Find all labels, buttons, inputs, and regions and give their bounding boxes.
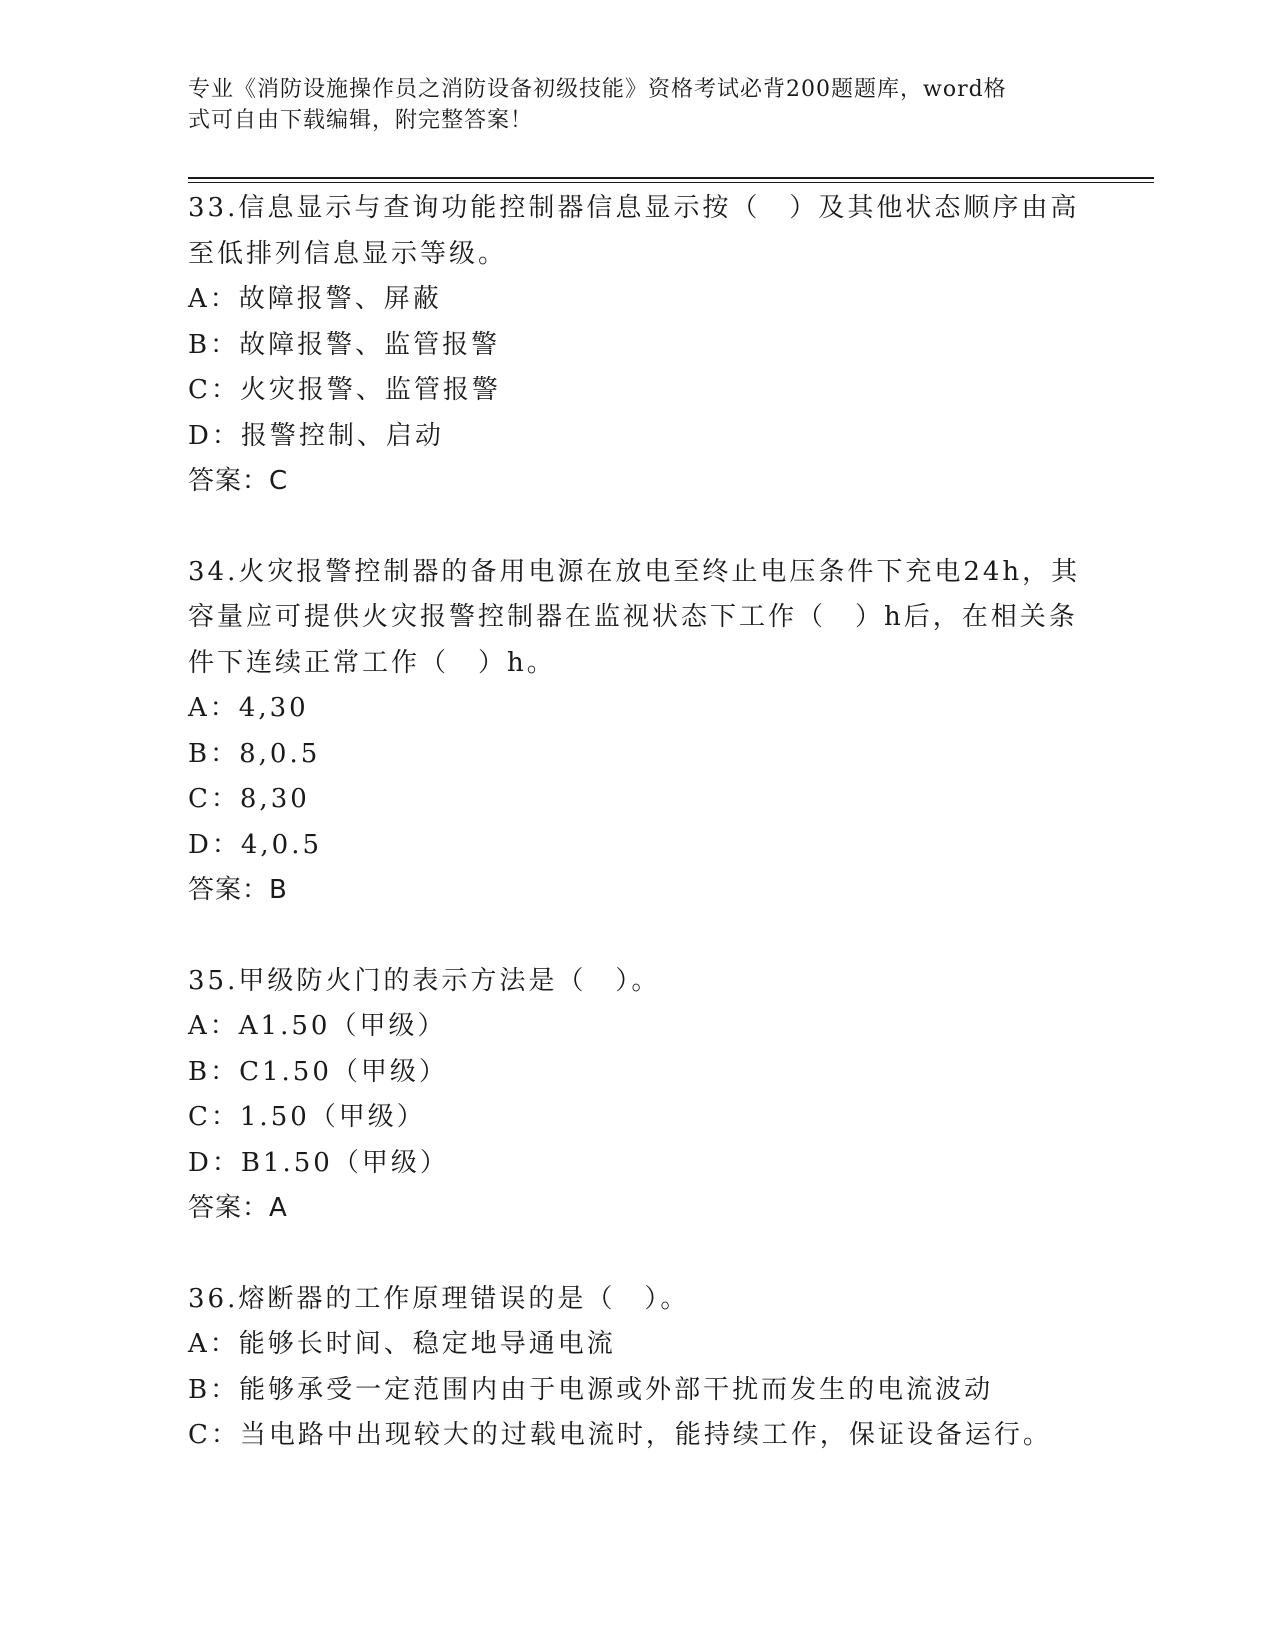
option-b: B：故障报警、监管报警 bbox=[188, 329, 501, 360]
header-rule-thick bbox=[188, 177, 1154, 179]
answer: 答案：C bbox=[188, 466, 289, 496]
option-b: B：8,0.5 bbox=[188, 738, 321, 769]
option-c: C：当电路中出现较大的过载电流时，能持续工作，保证设备运行。 bbox=[188, 1420, 1052, 1450]
question-stem-line: 容量应可提供火灾报警控制器在监视状态下工作（ ）h后，在相关条 bbox=[188, 602, 1078, 632]
option-a: A：故障报警、屏蔽 bbox=[188, 284, 442, 314]
option-d: D：4,0.5 bbox=[188, 829, 323, 860]
question-36 bbox=[188, 1277, 1088, 1459]
option-d: D：报警控制、启动 bbox=[188, 420, 444, 451]
spacer bbox=[188, 914, 1088, 959]
option-b: B：C1.50（甲级） bbox=[188, 1056, 448, 1087]
question-stem-line: 35.甲级防火门的表示方法是（ ）。 bbox=[188, 965, 661, 996]
option-a: A：能够长时间、稳定地导通电流 bbox=[188, 1329, 616, 1359]
spacer bbox=[188, 505, 1088, 550]
answer: 答案：B bbox=[188, 875, 288, 905]
document-header bbox=[188, 74, 1068, 136]
header-line-2: 式可自由下载编辑，附完整答案！ bbox=[188, 108, 534, 133]
question-stem-line: 34.火灾报警控制器的备用电源在放电至终止电压条件下充电24h，其 bbox=[188, 556, 1081, 587]
question-stem-line: 至低排列信息显示等级。 bbox=[188, 238, 508, 269]
question-33 bbox=[188, 186, 1088, 505]
spacer bbox=[188, 1232, 1088, 1277]
question-stem-line: 件下连续正常工作（ ）h。 bbox=[188, 647, 556, 678]
question-stem-line: 36.熔断器的工作原理错误的是（ ）。 bbox=[188, 1283, 690, 1314]
header-line-1: 专业《消防设施操作员之消防设备初级技能》资格考试必背200题题库，word格 bbox=[188, 77, 1007, 102]
answer: 答案：A bbox=[188, 1193, 288, 1223]
option-a: A：A1.50（甲级） bbox=[188, 1011, 447, 1041]
option-a: A：4,30 bbox=[188, 693, 309, 723]
option-c: C：8,30 bbox=[188, 784, 310, 814]
question-stem-line: 33.信息显示与查询功能控制器信息显示按（ ）及其他状态顺序由高 bbox=[188, 193, 1080, 223]
question-34 bbox=[188, 550, 1088, 914]
option-c: C：火灾报警、监管报警 bbox=[188, 375, 501, 405]
question-35 bbox=[188, 959, 1088, 1232]
option-d: D：B1.50（甲级） bbox=[188, 1147, 449, 1178]
option-b: B：能够承受一定范围内由于电源或外部干扰而发生的电流波动 bbox=[188, 1374, 994, 1405]
option-c: C：1.50（甲级） bbox=[188, 1102, 426, 1132]
question-list bbox=[188, 186, 1088, 1459]
header-rule-thin bbox=[188, 182, 1154, 183]
